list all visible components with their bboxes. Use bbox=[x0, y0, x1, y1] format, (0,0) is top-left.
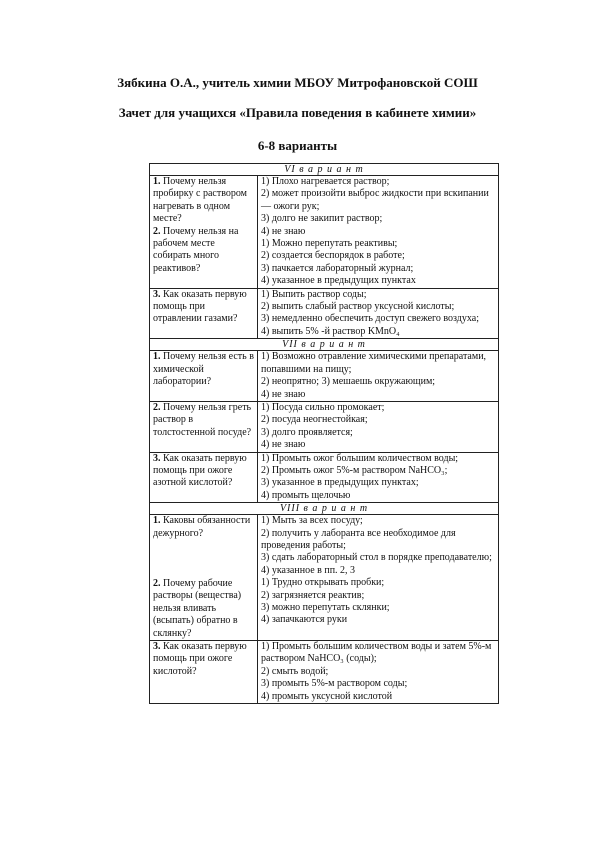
answer-option: 1) Плохо нагревается раствор; bbox=[261, 176, 390, 187]
answer-option: 1) Мыть за всех посуду; bbox=[261, 515, 363, 527]
question-text: Почему рабочие растворы (вещества) нельзя вливать (всыпать) обратно в склянку? bbox=[153, 577, 242, 639]
table-row bbox=[150, 401, 499, 452]
answer-option: 1) Промыть ожог большим количеством воды; bbox=[261, 452, 459, 464]
question-number: 3. bbox=[153, 641, 161, 652]
question bbox=[153, 226, 254, 276]
answers-cell bbox=[258, 515, 499, 641]
quiz-table bbox=[149, 163, 499, 704]
question-cell bbox=[150, 401, 258, 452]
answer-option: 4) не знаю bbox=[261, 388, 306, 400]
table-row bbox=[150, 452, 499, 503]
question-cell bbox=[150, 452, 258, 503]
answer-option: 2) может произойти выброс жидкости при вскипании — ожоги рук; bbox=[261, 188, 489, 212]
question-text: Как оказать первую помощь при отравлении газами? bbox=[153, 288, 247, 325]
answers-cell bbox=[258, 401, 499, 452]
variant-heading-row bbox=[150, 164, 499, 176]
answer-option: 4) промыть щелочью bbox=[261, 489, 351, 501]
answer-option: 4) указанное в предыдущих пунктах bbox=[261, 275, 416, 287]
answers-cell bbox=[258, 641, 499, 704]
question-text: Как оказать первую помощь при ожоге кислотой? bbox=[153, 641, 247, 677]
table-row bbox=[150, 515, 499, 641]
variant-heading-row bbox=[150, 339, 499, 351]
answer-option: 3) сдать лабораторный стол в порядке преподавателю; bbox=[261, 552, 492, 564]
answer-option: 4) запачкаются руки bbox=[261, 614, 348, 626]
variant-heading: VI в а р и а н т bbox=[150, 164, 499, 176]
variants-range: 6-8 варианты bbox=[257, 138, 338, 153]
answer-option: 3) долго проявляется; bbox=[261, 426, 353, 438]
question-number: 2. bbox=[153, 401, 161, 413]
answer-option: 2) получить у лаборанта все необходимое для проведения работы; bbox=[261, 527, 456, 551]
answer-option: 1) Можно перепутать реактивы; bbox=[261, 238, 398, 250]
answer-option: 4) указанное в пп. 2, 3 bbox=[261, 564, 356, 576]
question bbox=[153, 289, 254, 326]
answer-option: 3) долго не закипит раствор; bbox=[261, 213, 383, 225]
answers-cell bbox=[258, 351, 499, 402]
question bbox=[153, 515, 254, 540]
question-text: Каковы обязанности дежурного? bbox=[153, 515, 251, 539]
question-number: 2. bbox=[153, 577, 161, 589]
question-cell bbox=[150, 288, 258, 339]
question-cell bbox=[150, 641, 258, 704]
table-row bbox=[150, 176, 499, 289]
answers-cell bbox=[258, 288, 499, 339]
question bbox=[153, 402, 254, 439]
answers-cell bbox=[258, 452, 499, 503]
answer-option: 4) выпить 5% -й раствор KMnO₄ bbox=[261, 325, 400, 337]
answer-option: 2) создается беспорядок в работе; bbox=[261, 250, 405, 262]
question-cell bbox=[150, 515, 258, 641]
answer-option: 2) посуда неогнестойкая; bbox=[261, 414, 368, 426]
question-text: Почему нельзя пробирку с раствором нагревать в одном месте? bbox=[153, 176, 247, 225]
question bbox=[153, 453, 254, 490]
question-text: Как оказать первую помощь при ожоге азотной кислотой? bbox=[153, 452, 247, 489]
answer-option: 4) промыть уксусной кислотой bbox=[261, 690, 393, 702]
answer-option: 2) выпить слабый раствор уксусной кислоты; bbox=[261, 301, 455, 313]
question-text: Почему нельзя на рабочем месте собирать много реактивов? bbox=[153, 225, 239, 274]
answer-option: 1) Посуда сильно промокает; bbox=[261, 401, 385, 413]
question-number: 1. bbox=[153, 176, 161, 187]
question bbox=[153, 176, 254, 226]
answer-option: 3) пачкается лабораторный журнал; bbox=[261, 262, 414, 274]
variant-heading: VIII в а р и а н т bbox=[150, 503, 499, 515]
question-cell bbox=[150, 351, 258, 402]
answer-option: 2) смыть водой; bbox=[261, 665, 329, 677]
answer-option: 1) Трудно открывать пробки; bbox=[261, 577, 385, 589]
answer-option: 4) не знаю bbox=[261, 439, 306, 451]
answer-option: 2) загрязняется реактив; bbox=[261, 589, 365, 601]
question-number: 2. bbox=[153, 225, 161, 237]
answer-option: 1) Промыть большим количеством воды и затем 5%-м раствором NaHCO₃ (соды); bbox=[261, 641, 492, 665]
table-row bbox=[150, 641, 499, 704]
author-line: Зябкина О.А., учитель химии МБОУ Митрофановской СОШ bbox=[117, 75, 478, 90]
answer-option: 2) неопрятно; 3) мешаешь окружающим; bbox=[261, 376, 436, 388]
table-row bbox=[150, 351, 499, 402]
answer-option: 3) указанное в предыдущих пунктах; bbox=[261, 477, 419, 489]
table-row bbox=[150, 288, 499, 339]
question-cell bbox=[150, 176, 258, 289]
variant-heading-row bbox=[150, 503, 499, 515]
question bbox=[153, 578, 254, 640]
question-text: Почему нельзя греть раствор в толстостенной посуде? bbox=[153, 401, 252, 438]
variant-heading: VII в а р и а н т bbox=[150, 339, 499, 351]
question bbox=[153, 351, 254, 388]
answer-option: 4) не знаю bbox=[261, 225, 306, 237]
answer-option: 1) Возможно отравление химическими препаратами, попавшими на пищу; bbox=[261, 351, 487, 375]
question-number: 1. bbox=[153, 515, 161, 527]
answer-option: 3) промыть 5%-м раствором соды; bbox=[261, 678, 408, 690]
answer-option: 1) Выпить раствор соды; bbox=[261, 288, 367, 300]
answer-option: 3) немедленно обеспечить доступ свежего воздуха; bbox=[261, 313, 479, 325]
question-number: 3. bbox=[153, 288, 161, 300]
question-number: 3. bbox=[153, 452, 161, 464]
question-number: 1. bbox=[153, 351, 161, 363]
question-text: Почему нельзя есть в химической лаборатории? bbox=[153, 351, 254, 388]
answers-cell bbox=[258, 176, 499, 289]
answer-option: 2) Промыть ожог 5%-м раствором NaHCO₃; bbox=[261, 464, 448, 476]
question bbox=[153, 641, 254, 678]
answer-option: 3) можно перепутать склянки; bbox=[261, 602, 390, 613]
test-title: Зачет для учащихся «Правила поведения в кабинете химии» bbox=[118, 105, 477, 120]
